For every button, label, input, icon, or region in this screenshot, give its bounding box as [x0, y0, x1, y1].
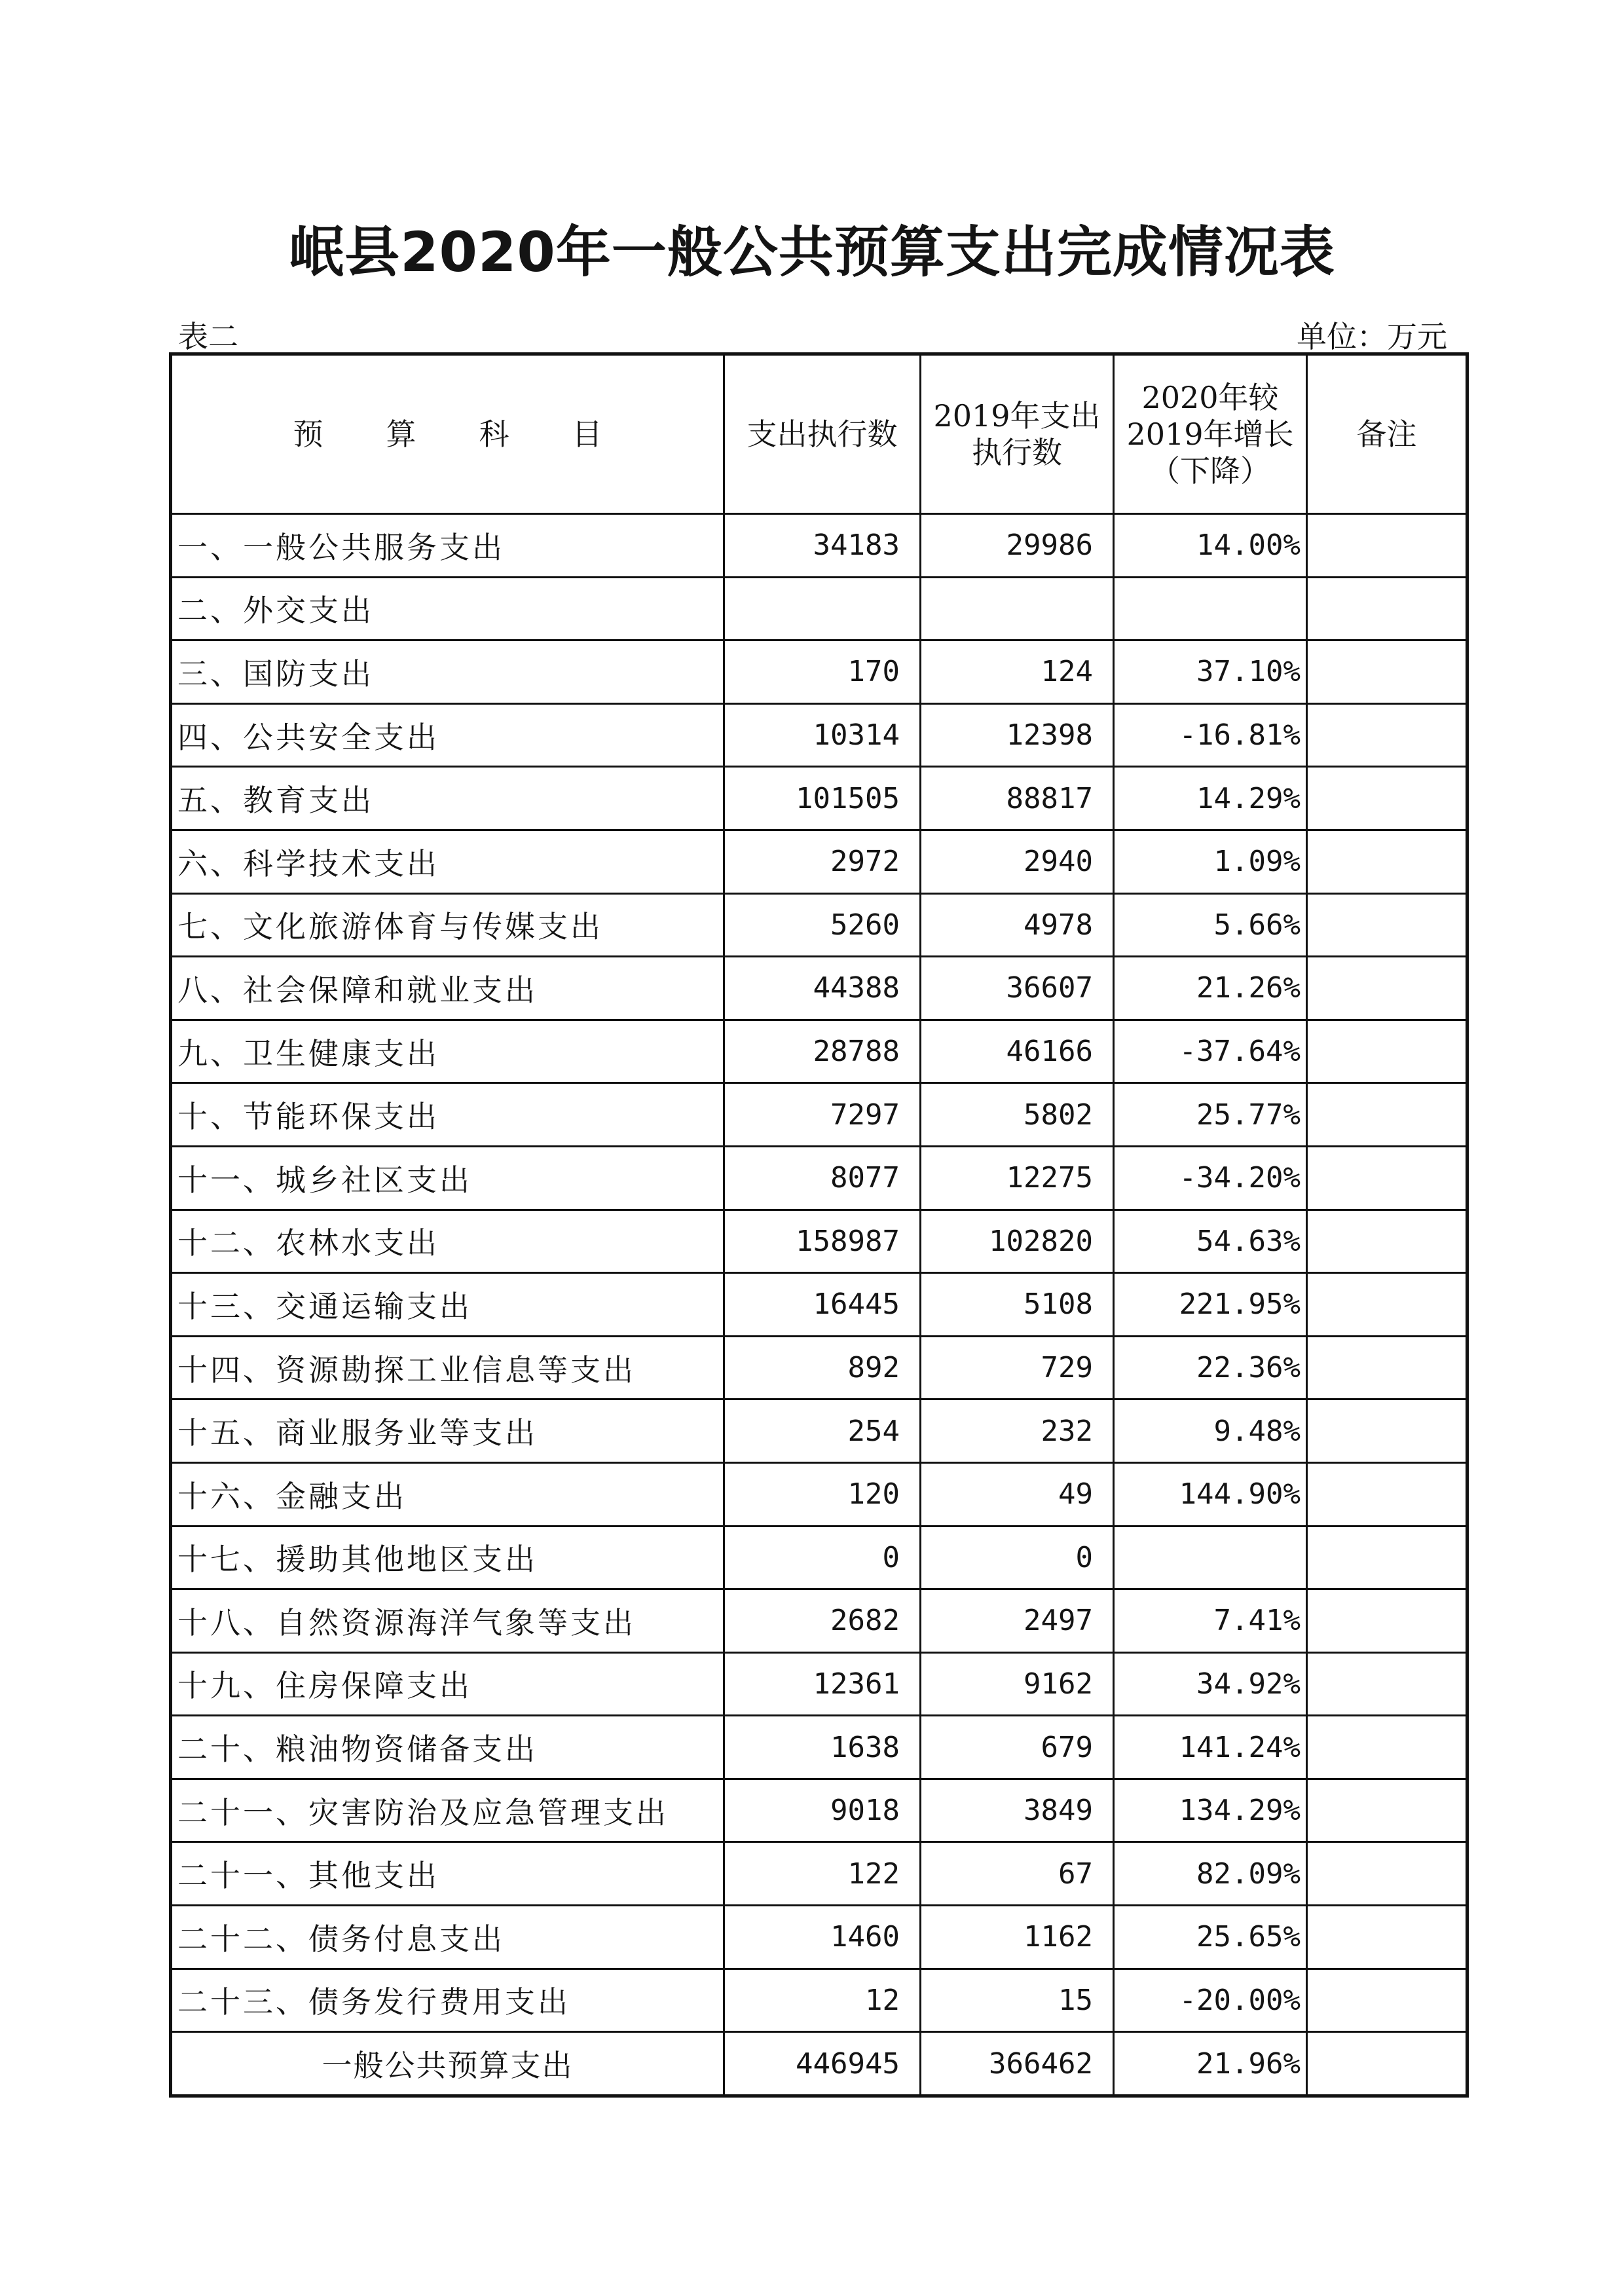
row-actual: 12361	[724, 1652, 921, 1716]
row-prev: 12398	[921, 703, 1114, 767]
table-row	[171, 1146, 1467, 1210]
row-prev: 46166	[921, 1020, 1114, 1083]
table-row	[171, 1779, 1467, 1842]
row-actual: 122	[724, 1842, 921, 1906]
row-change: 14.00%	[1114, 514, 1307, 578]
row-remark	[1307, 1526, 1467, 1589]
row-name: 二十一、其他支出	[171, 1842, 724, 1906]
row-change: 141.24%	[1114, 1716, 1307, 1779]
row-prev: 2940	[921, 830, 1114, 893]
row-name: 三、国防支出	[171, 640, 724, 704]
row-name: 四、公共安全支出	[171, 703, 724, 767]
row-remark	[1307, 1716, 1467, 1779]
row-change: 25.65%	[1114, 1906, 1307, 1969]
table-row	[171, 1273, 1467, 1337]
unit-label: 单位：万元	[1297, 319, 1447, 354]
row-prev: 679	[921, 1716, 1114, 1779]
row-remark	[1307, 1399, 1467, 1463]
row-change: 25.77%	[1114, 1083, 1307, 1147]
row-name: 十六、金融支出	[171, 1462, 724, 1526]
row-remark	[1307, 640, 1467, 704]
table-row	[171, 1020, 1467, 1083]
row-name: 九、卫生健康支出	[171, 1020, 724, 1083]
row-remark	[1307, 830, 1467, 893]
row-actual: 120	[724, 1462, 921, 1526]
row-actual: 170	[724, 640, 921, 704]
row-remark	[1307, 1083, 1467, 1147]
row-remark	[1307, 1652, 1467, 1716]
row-name: 十四、资源勘探工业信息等支出	[171, 1336, 724, 1399]
row-remark	[1307, 1336, 1467, 1399]
row-change: 9.48%	[1114, 1399, 1307, 1463]
header-actual: 支出执行数	[724, 354, 921, 514]
row-change	[1114, 577, 1307, 640]
table-row	[171, 830, 1467, 893]
table-row	[171, 1589, 1467, 1653]
row-remark	[1307, 2032, 1467, 2096]
table-row	[171, 1652, 1467, 1716]
table-row	[171, 703, 1467, 767]
row-remark	[1307, 577, 1467, 640]
row-change: 54.63%	[1114, 1210, 1307, 1273]
row-remark	[1307, 767, 1467, 830]
row-remark	[1307, 1969, 1467, 2032]
row-name: 十一、城乡社区支出	[171, 1146, 724, 1210]
row-actual: 5260	[724, 893, 921, 957]
table-row	[171, 1399, 1467, 1463]
row-change: -37.64%	[1114, 1020, 1307, 1083]
table-number: 表二	[178, 319, 238, 354]
row-name: 十八、自然资源海洋气象等支出	[171, 1589, 724, 1653]
row-prev: 4978	[921, 893, 1114, 957]
row-actual: 12	[724, 1969, 921, 2032]
row-remark	[1307, 1020, 1467, 1083]
row-prev: 124	[921, 640, 1114, 704]
row-actual: 16445	[724, 1273, 921, 1337]
row-change: 34.92%	[1114, 1652, 1307, 1716]
header-subject: 预 算 科 目	[171, 354, 724, 514]
row-change: 221.95%	[1114, 1273, 1307, 1337]
row-change: 37.10%	[1114, 640, 1307, 704]
table-row	[171, 767, 1467, 830]
row-prev: 366462	[921, 2032, 1114, 2096]
row-name: 五、教育支出	[171, 767, 724, 830]
row-name: 十、节能环保支出	[171, 1083, 724, 1147]
row-change: 82.09%	[1114, 1842, 1307, 1906]
row-prev: 3849	[921, 1779, 1114, 1842]
header-prev: 2019年支出 执行数	[921, 354, 1114, 514]
table-row	[171, 514, 1467, 578]
row-name: 十九、住房保障支出	[171, 1652, 724, 1716]
row-change: -16.81%	[1114, 703, 1307, 767]
row-remark	[1307, 1273, 1467, 1337]
row-remark	[1307, 1210, 1467, 1273]
row-prev: 232	[921, 1399, 1114, 1463]
row-prev: 29986	[921, 514, 1114, 578]
row-name: 七、文化旅游体育与传媒支出	[171, 893, 724, 957]
row-prev	[921, 577, 1114, 640]
row-remark	[1307, 514, 1467, 578]
row-actual: 0	[724, 1526, 921, 1589]
table-row	[171, 1969, 1467, 2032]
table-row	[171, 957, 1467, 1020]
row-name: 二十、粮油物资储备支出	[171, 1716, 724, 1779]
row-change: 14.29%	[1114, 767, 1307, 830]
table-row	[171, 1083, 1467, 1147]
row-remark	[1307, 893, 1467, 957]
row-prev: 5108	[921, 1273, 1114, 1337]
row-prev: 0	[921, 1526, 1114, 1589]
header-remark: 备注	[1307, 354, 1467, 514]
row-actual: 446945	[724, 2032, 921, 2096]
row-remark	[1307, 957, 1467, 1020]
row-actual	[724, 577, 921, 640]
total-row	[171, 2032, 1467, 2096]
row-name: 二、外交支出	[171, 577, 724, 640]
row-change: 1.09%	[1114, 830, 1307, 893]
table-row	[171, 577, 1467, 640]
row-remark	[1307, 1906, 1467, 1969]
row-actual: 34183	[724, 514, 921, 578]
row-name: 二十二、债务付息支出	[171, 1906, 724, 1969]
row-prev: 67	[921, 1842, 1114, 1906]
table-row	[171, 1906, 1467, 1969]
row-remark	[1307, 703, 1467, 767]
row-prev: 9162	[921, 1652, 1114, 1716]
row-name: 二十一、灾害防治及应急管理支出	[171, 1779, 724, 1842]
row-name: 十七、援助其他地区支出	[171, 1526, 724, 1589]
table-row	[171, 1210, 1467, 1273]
row-actual: 8077	[724, 1146, 921, 1210]
row-change: 7.41%	[1114, 1589, 1307, 1653]
table-row	[171, 640, 1467, 704]
row-prev: 2497	[921, 1589, 1114, 1653]
table-row	[171, 1716, 1467, 1779]
row-remark	[1307, 1462, 1467, 1526]
row-remark	[1307, 1589, 1467, 1653]
row-change: -34.20%	[1114, 1146, 1307, 1210]
row-name: 十五、商业服务业等支出	[171, 1399, 724, 1463]
row-actual: 1638	[724, 1716, 921, 1779]
row-name: 十三、交通运输支出	[171, 1273, 724, 1337]
table-row	[171, 1526, 1467, 1589]
row-actual: 1460	[724, 1906, 921, 1969]
row-remark	[1307, 1146, 1467, 1210]
row-remark	[1307, 1842, 1467, 1906]
row-prev: 12275	[921, 1146, 1114, 1210]
row-change: 22.36%	[1114, 1336, 1307, 1399]
budget-table	[169, 352, 1469, 2098]
row-prev: 5802	[921, 1083, 1114, 1147]
row-prev: 36607	[921, 957, 1114, 1020]
row-name: 一、一般公共服务支出	[171, 514, 724, 578]
row-prev: 729	[921, 1336, 1114, 1399]
row-change: 134.29%	[1114, 1779, 1307, 1842]
row-actual: 44388	[724, 957, 921, 1020]
table-row	[171, 893, 1467, 957]
row-change: 144.90%	[1114, 1462, 1307, 1526]
header-row	[171, 354, 1467, 514]
row-prev: 1162	[921, 1906, 1114, 1969]
row-actual: 2972	[724, 830, 921, 893]
header-change: 2020年较 2019年增长 （下降）	[1114, 354, 1307, 514]
row-change: 5.66%	[1114, 893, 1307, 957]
row-change	[1114, 1526, 1307, 1589]
row-actual: 9018	[724, 1779, 921, 1842]
row-remark	[1307, 1779, 1467, 1842]
row-actual: 254	[724, 1399, 921, 1463]
page-title: 岷县2020年一般公共预算支出完成情况表	[289, 220, 1335, 284]
row-actual: 892	[724, 1336, 921, 1399]
row-actual: 2682	[724, 1589, 921, 1653]
table-row	[171, 1462, 1467, 1526]
row-actual: 28788	[724, 1020, 921, 1083]
row-prev: 49	[921, 1462, 1114, 1526]
row-change: 21.26%	[1114, 957, 1307, 1020]
row-prev: 102820	[921, 1210, 1114, 1273]
row-prev: 15	[921, 1969, 1114, 2032]
row-name: 八、社会保障和就业支出	[171, 957, 724, 1020]
row-actual: 101505	[724, 767, 921, 830]
row-actual: 10314	[724, 703, 921, 767]
row-change: -20.00%	[1114, 1969, 1307, 2032]
row-name: 六、科学技术支出	[171, 830, 724, 893]
table-row	[171, 1842, 1467, 1906]
row-name: 一般公共预算支出	[171, 2032, 724, 2096]
row-actual: 158987	[724, 1210, 921, 1273]
row-prev: 88817	[921, 767, 1114, 830]
row-change: 21.96%	[1114, 2032, 1307, 2096]
row-name: 十二、农林水支出	[171, 1210, 724, 1273]
table-row	[171, 1336, 1467, 1399]
row-actual: 7297	[724, 1083, 921, 1147]
row-name: 二十三、债务发行费用支出	[171, 1969, 724, 2032]
